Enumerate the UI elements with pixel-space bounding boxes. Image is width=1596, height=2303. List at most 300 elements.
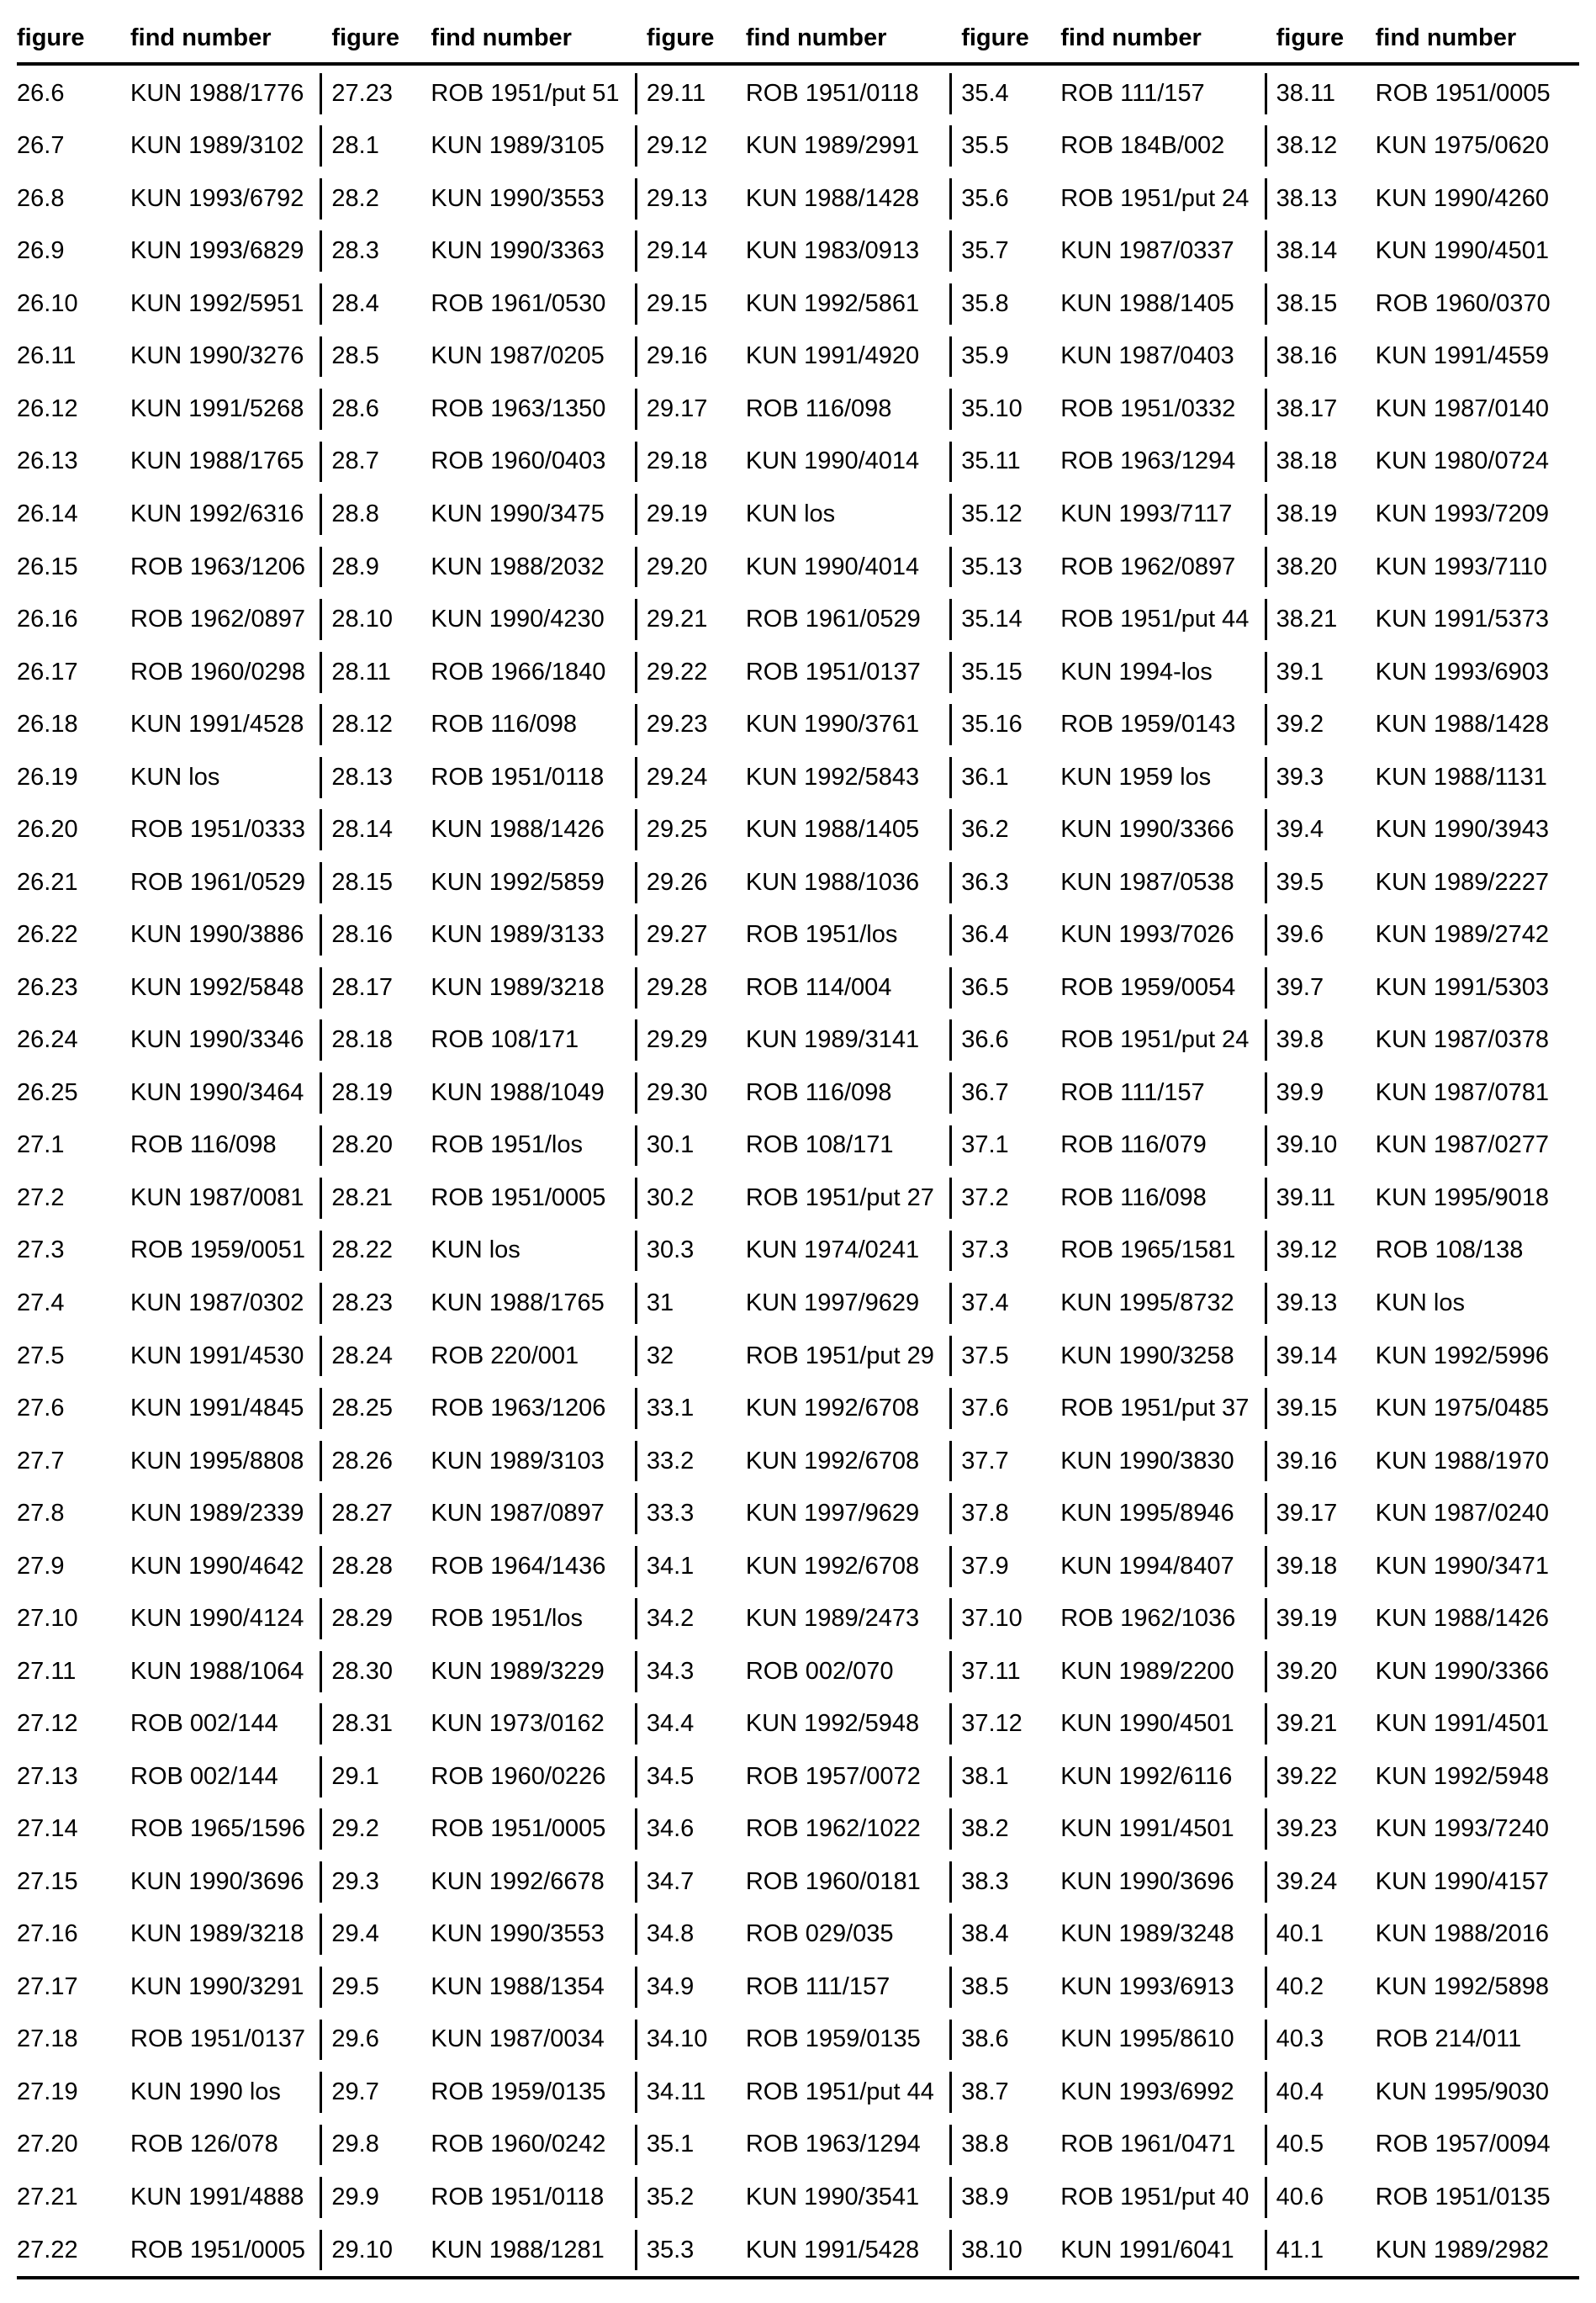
figure-cell: 40.6 [1276, 2184, 1324, 2211]
find-number-cell: KUN 1989/2200 [1060, 1657, 1234, 1685]
find-number-cell: ROB 1951/put 24 [1060, 184, 1250, 212]
figure-cell: 39.20 [1276, 1657, 1338, 1685]
figure-cell: 28.23 [331, 1289, 393, 1316]
table-row [647, 436, 949, 489]
find-number-cell: KUN 1992/5951 [130, 289, 304, 317]
table-row [17, 856, 320, 909]
find-number-cell: KUN 1973/0162 [431, 1710, 605, 1738]
table-row [961, 1120, 1264, 1173]
figure-cell: 35.13 [961, 553, 1023, 580]
figure-cell: 28.7 [331, 447, 379, 475]
find-number-cell: ROB 1951/0135 [1375, 2184, 1551, 2211]
table-row [1276, 1120, 1579, 1173]
find-number-cell: ROB 1951/put 27 [745, 1183, 934, 1211]
find-number-cell: KUN 1988/1281 [431, 2236, 605, 2263]
figure-cell: 27.7 [17, 1447, 65, 1474]
table-row [1276, 383, 1579, 436]
figure-cell: 37.8 [961, 1500, 1009, 1527]
table-row [961, 2119, 1264, 2172]
table-row [1276, 909, 1579, 962]
figure-cell: 28.11 [331, 658, 391, 686]
table-row [331, 225, 634, 278]
table-row [17, 1172, 320, 1225]
find-number-cell: ROB 1959/0135 [431, 2078, 606, 2105]
figure-cell: 38.12 [1276, 132, 1338, 160]
figure-cell: 29.21 [646, 606, 708, 633]
table-row [647, 67, 949, 120]
table-row [1276, 331, 1579, 384]
table-row [961, 1172, 1264, 1225]
table-row [17, 1540, 320, 1593]
find-number-cell: ROB 1951/0333 [130, 816, 305, 844]
find-number-cell: ROB 1951/0005 [431, 1815, 606, 1843]
find-number-cell: KUN 1990/4014 [745, 553, 920, 580]
find-number-cell: KUN 1995/8946 [1060, 1500, 1234, 1527]
table-row [17, 1645, 320, 1698]
find-number-cell: ROB 1959/0054 [1060, 973, 1236, 1001]
find-number-cell: KUN 1987/0781 [1375, 1078, 1549, 1106]
find-number-cell: KUN 1990/4014 [745, 447, 920, 475]
table-row [647, 541, 949, 594]
find-number-cell: KUN 1990/4501 [1375, 237, 1549, 265]
find-number-cell: KUN 1993/6992 [1060, 2078, 1234, 2105]
find-number-cell: ROB 1951/put 24 [1060, 1026, 1250, 1054]
table-row [17, 909, 320, 962]
table-row [647, 909, 949, 962]
table-row [961, 225, 1264, 278]
find-number-cell: KUN 1991/4559 [1375, 342, 1549, 370]
column-header-figure: figure [17, 24, 85, 51]
figure-cell: 38.8 [961, 2131, 1009, 2158]
find-number-cell: KUN 1990/4642 [130, 1552, 304, 1580]
table-row [647, 1277, 949, 1330]
figure-cell: 29.25 [646, 816, 708, 844]
figure-cell: 27.21 [17, 2184, 78, 2211]
table-row [1276, 2119, 1579, 2172]
figure-cell: 39.5 [1276, 868, 1324, 896]
figure-cell: 38.1 [961, 1762, 1009, 1790]
find-number-cell: KUN 1992/5948 [1375, 1762, 1549, 1790]
find-number-cell: KUN 1991/4501 [1060, 1815, 1234, 1843]
figure-cell: 35.4 [961, 79, 1009, 107]
table-row [17, 1277, 320, 1330]
table-row [1276, 1487, 1579, 1540]
table-row [647, 1961, 949, 2014]
figure-cell: 37.6 [961, 1395, 1009, 1422]
find-number-cell: ROB 1962/1036 [1060, 1605, 1236, 1633]
find-number-cell: ROB 1963/1206 [431, 1395, 606, 1422]
find-number-cell: KUN 1993/6792 [130, 184, 304, 212]
figure-cell: 27.16 [17, 1920, 78, 1948]
find-number-cell: KUN 1991/4528 [130, 711, 304, 739]
figure-cell: 27.8 [17, 1500, 65, 1527]
find-number-cell: KUN 1990/3696 [130, 1867, 304, 1895]
table-row [647, 1120, 949, 1173]
figure-cell: 34.4 [646, 1710, 695, 1738]
figure-cell: 35.8 [961, 289, 1009, 317]
find-number-cell: KUN 1994-los [1060, 658, 1213, 686]
figure-cell: 29.5 [331, 1972, 379, 2000]
figure-cell: 39.23 [1276, 1815, 1338, 1843]
table-column-1 [17, 67, 320, 2276]
table-row [1276, 225, 1579, 278]
table-row [1276, 1592, 1579, 1645]
figure-cell: 27.23 [331, 79, 393, 107]
figure-cell: 37.3 [961, 1236, 1009, 1264]
figure-cell: 38.14 [1276, 237, 1338, 265]
table-row [331, 488, 634, 541]
find-number-cell: KUN 1993/7209 [1375, 500, 1549, 528]
table-row [17, 225, 320, 278]
find-number-cell: KUN 1988/1428 [745, 184, 920, 212]
find-number-cell: ROB 116/098 [745, 394, 892, 422]
figure-cell: 28.13 [331, 763, 393, 791]
table-row [647, 803, 949, 856]
figure-cell: 27.5 [17, 1342, 65, 1369]
table-row [331, 803, 634, 856]
figure-cell: 36.3 [961, 868, 1009, 896]
table-row [961, 1909, 1264, 1962]
figure-cell: 34.8 [646, 1920, 695, 1948]
table-row [331, 698, 634, 751]
table-row [961, 2014, 1264, 2067]
figure-cell: 39.1 [1276, 658, 1324, 686]
find-number-cell: ROB 1960/0242 [431, 2131, 606, 2158]
find-number-cell: KUN 1990/3363 [431, 237, 605, 265]
table-row [647, 1909, 949, 1962]
figure-cell: 39.3 [1276, 763, 1324, 791]
find-number-cell: ROB 116/098 [431, 711, 577, 739]
table-row [17, 698, 320, 751]
figure-cell: 33.1 [646, 1395, 695, 1422]
table-row [331, 1961, 634, 2014]
table-row [17, 646, 320, 699]
figure-cell: 29.28 [646, 973, 708, 1001]
table-row [17, 383, 320, 436]
table-row [961, 856, 1264, 909]
table-row [1276, 751, 1579, 804]
table-row [331, 909, 634, 962]
table-row [961, 1750, 1264, 1803]
table-row [1276, 436, 1579, 489]
find-number-cell: KUN 1988/1776 [130, 79, 304, 107]
find-number-cell: ROB 184B/002 [1060, 132, 1225, 160]
figure-cell: 29.13 [646, 184, 708, 212]
figure-cell: 26.17 [17, 658, 78, 686]
figure-cell: 26.15 [17, 553, 78, 580]
figure-cell: 37.11 [961, 1657, 1021, 1685]
table-column-2 [320, 67, 634, 2276]
table-row [331, 1856, 634, 1909]
table-row [1276, 646, 1579, 699]
table-row [647, 225, 949, 278]
figure-cell: 29.29 [646, 1026, 708, 1054]
table-column-4 [949, 67, 1264, 2276]
table-row [647, 1225, 949, 1278]
table-row [961, 1592, 1264, 1645]
table-row [1276, 1750, 1579, 1803]
find-number-cell: KUN 1993/6829 [130, 237, 304, 265]
find-number-cell: KUN 1993/7026 [1060, 921, 1234, 949]
table-row [1276, 1014, 1579, 1067]
table-row [331, 1645, 634, 1698]
figure-cell: 29.18 [646, 447, 708, 475]
table-row [647, 1750, 949, 1803]
figure-cell: 28.2 [331, 184, 379, 212]
table-row [1276, 1277, 1579, 1330]
find-number-cell: ROB 1959/0051 [130, 1236, 305, 1264]
find-number-cell: KUN 1974/0241 [745, 1236, 920, 1264]
find-number-cell: KUN los [130, 763, 220, 791]
find-number-cell: ROB 1963/1294 [745, 2131, 921, 2158]
table-row [331, 541, 634, 594]
find-number-cell: KUN 1988/1036 [745, 868, 920, 896]
figure-cell: 27.20 [17, 2131, 78, 2158]
table-header [17, 19, 1579, 57]
figure-cell: 28.25 [331, 1395, 393, 1422]
figure-cell: 35.16 [961, 711, 1023, 739]
table-row [17, 1330, 320, 1383]
find-number-cell: ROB 1961/0529 [130, 868, 305, 896]
find-number-cell: KUN 1987/0081 [130, 1183, 304, 1211]
figure-cell: 27.22 [17, 2236, 78, 2263]
figure-cell: 38.19 [1276, 500, 1338, 528]
table-row [331, 2119, 634, 2172]
table-row [1276, 2224, 1579, 2277]
table-row [647, 120, 949, 173]
table-row [647, 172, 949, 225]
figure-cell: 27.2 [17, 1183, 65, 1211]
find-number-cell: KUN 1990/3464 [130, 1078, 304, 1106]
table-row [961, 1961, 1264, 2014]
find-number-cell: KUN 1997/9629 [745, 1500, 920, 1527]
find-number-cell: ROB 1951/put 40 [1060, 2184, 1250, 2211]
find-number-cell: ROB 111/157 [1060, 1078, 1205, 1106]
find-number-cell: ROB 1960/0370 [1375, 289, 1551, 317]
table-row [17, 2224, 320, 2277]
find-number-cell: ROB 108/171 [431, 1026, 579, 1054]
figure-cell: 29.14 [646, 237, 708, 265]
figure-cell: 37.2 [961, 1183, 1009, 1211]
find-number-cell: ROB 1951/los [745, 921, 898, 949]
table-row [1276, 1435, 1579, 1488]
figure-cell: 29.8 [331, 2131, 379, 2158]
table-row [331, 1697, 634, 1750]
table-column-5 [1265, 67, 1579, 2276]
column-header-find-number: find number [1375, 24, 1517, 51]
header-group-5 [1265, 24, 1579, 52]
table-row [331, 1803, 634, 1856]
bottom-rule [17, 2276, 1579, 2279]
find-number-cell: ROB 1966/1840 [431, 658, 606, 686]
figure-cell: 38.16 [1276, 342, 1338, 370]
table-row [17, 961, 320, 1014]
find-number-cell: KUN 1990/3553 [431, 1920, 605, 1948]
find-number-cell: KUN 1991/6041 [1060, 2236, 1234, 2263]
column-header-find-number: find number [130, 24, 272, 51]
table-row [961, 1277, 1264, 1330]
find-number-cell: KUN 1990/4157 [1375, 1867, 1549, 1895]
table-row [331, 646, 634, 699]
table-row [961, 488, 1264, 541]
find-number-cell: KUN 1991/5428 [745, 2236, 920, 2263]
figure-cell: 26.10 [17, 289, 78, 317]
table-row [17, 1961, 320, 2014]
find-number-cell: KUN 1993/6903 [1375, 658, 1549, 686]
find-number-cell: KUN 1991/5303 [1375, 973, 1549, 1001]
figure-cell: 38.15 [1276, 289, 1338, 317]
find-number-cell: KUN 1990/3475 [431, 500, 605, 528]
table-row [1276, 541, 1579, 594]
figure-cell: 36.4 [961, 921, 1009, 949]
table-row [961, 2066, 1264, 2119]
figure-cell: 28.24 [331, 1342, 393, 1369]
table-row [331, 2014, 634, 2067]
figure-cell: 27.14 [17, 1815, 78, 1843]
figure-cell: 29.15 [646, 289, 708, 317]
find-number-cell: KUN 1991/4920 [745, 342, 920, 370]
table-row [961, 278, 1264, 331]
figure-cell: 39.15 [1276, 1395, 1338, 1422]
figure-cell: 28.26 [331, 1447, 393, 1474]
table-row [1276, 67, 1579, 120]
figure-cell: 36.7 [961, 1078, 1009, 1106]
find-number-cell: KUN 1987/0538 [1060, 868, 1234, 896]
figure-cell: 27.18 [17, 2025, 78, 2053]
find-number-cell: ROB 1960/0181 [745, 1867, 921, 1895]
column-header-figure: figure [646, 24, 715, 51]
find-number-cell: ROB 1961/0471 [1060, 2131, 1236, 2158]
figure-cell: 36.2 [961, 816, 1009, 844]
figure-cell: 37.7 [961, 1447, 1009, 1474]
find-number-cell: ROB 108/138 [1375, 1236, 1524, 1264]
table-row [647, 1382, 949, 1435]
figure-cell: 38.4 [961, 1920, 1009, 1948]
find-number-cell: KUN 1990/3761 [745, 711, 920, 739]
figure-cell: 26.7 [17, 132, 65, 160]
figure-cell: 40.3 [1276, 2025, 1324, 2053]
figure-cell: 28.19 [331, 1078, 393, 1106]
figure-cell: 26.6 [17, 79, 65, 107]
find-number-cell: KUN 1987/0302 [130, 1289, 304, 1316]
figure-cell: 30.3 [646, 1236, 695, 1264]
table-row [961, 803, 1264, 856]
header-group-3 [635, 24, 949, 52]
table-row [961, 1435, 1264, 1488]
find-number-cell: KUN 1991/5373 [1375, 606, 1549, 633]
figure-cell: 26.21 [17, 868, 78, 896]
find-number-cell: KUN 1988/1426 [1375, 1605, 1549, 1633]
find-number-cell: KUN 1988/1765 [130, 447, 304, 475]
table-row [1276, 1645, 1579, 1698]
table-row [647, 1172, 949, 1225]
figure-cell: 26.18 [17, 711, 78, 739]
table-row [331, 1330, 634, 1383]
figure-cell: 28.29 [331, 1605, 393, 1633]
figure-cell: 37.10 [961, 1605, 1023, 1633]
table-row [1276, 1961, 1579, 2014]
column-header-find-number: find number [1060, 24, 1202, 51]
find-number-cell: ROB 002/144 [130, 1710, 278, 1738]
find-number-cell: ROB 1951/0005 [130, 2236, 305, 2263]
column-header-figure: figure [961, 24, 1029, 51]
figure-cell: 27.17 [17, 1972, 78, 2000]
table-row [17, 331, 320, 384]
figure-cell: 28.12 [331, 711, 393, 739]
table-row [647, 1856, 949, 1909]
find-number-cell: KUN 1990/3346 [130, 1026, 304, 1054]
header-group-4 [949, 24, 1264, 52]
table-row [1276, 856, 1579, 909]
find-number-cell: KUN 1988/1131 [1375, 763, 1547, 791]
figure-cell: 36.6 [961, 1026, 1009, 1054]
find-number-cell: ROB 029/035 [745, 1920, 894, 1948]
figure-cell: 29.4 [331, 1920, 379, 1948]
find-number-cell: ROB 1960/0298 [130, 658, 305, 686]
figure-cell: 29.17 [646, 394, 708, 422]
table-row [331, 1172, 634, 1225]
find-number-cell: ROB 108/171 [745, 1131, 894, 1159]
find-number-cell: ROB 220/001 [431, 1342, 579, 1369]
find-number-cell: KUN 1990/4501 [1060, 1710, 1234, 1738]
table-row [17, 1909, 320, 1962]
figure-cell: 37.1 [961, 1131, 1009, 1159]
find-number-cell: KUN 1994/8407 [1060, 1552, 1234, 1580]
table-row [331, 331, 634, 384]
find-number-cell: KUN 1990/3830 [1060, 1447, 1234, 1474]
figure-cell: 34.5 [646, 1762, 695, 1790]
table-row [331, 67, 634, 120]
find-number-cell: KUN los [1375, 1289, 1465, 1316]
figure-cell: 38.7 [961, 2078, 1009, 2105]
find-number-cell: KUN 1993/7110 [1375, 553, 1547, 580]
find-number-cell: ROB 116/098 [1060, 1183, 1207, 1211]
figure-cell: 35.1 [646, 2131, 695, 2158]
figure-cell: 26.11 [17, 342, 77, 370]
table-row [1276, 2171, 1579, 2224]
table-row [17, 1697, 320, 1750]
table-row [1276, 1330, 1579, 1383]
table-row [647, 278, 949, 331]
table-row [647, 1435, 949, 1488]
figure-cell: 26.24 [17, 1026, 78, 1054]
figure-cell: 39.6 [1276, 921, 1324, 949]
table-row [961, 751, 1264, 804]
find-number-cell: KUN 1988/1405 [1060, 289, 1234, 317]
figure-cell: 26.23 [17, 973, 78, 1001]
figure-cell: 29.27 [646, 921, 708, 949]
find-number-cell: KUN 1989/3218 [431, 973, 605, 1001]
find-number-cell: KUN 1988/1354 [431, 1972, 605, 2000]
figure-cell: 26.13 [17, 447, 78, 475]
find-number-cell: ROB 002/144 [130, 1762, 278, 1790]
figure-cell: 27.12 [17, 1710, 78, 1738]
figure-cell: 29.12 [646, 132, 708, 160]
figure-cell: 35.11 [961, 447, 1021, 475]
find-number-cell: ROB 1951/0118 [745, 79, 919, 107]
table-row [17, 803, 320, 856]
figure-cell: 29.10 [331, 2236, 393, 2263]
find-number-cell: KUN 1990/3886 [130, 921, 304, 949]
find-number-cell: KUN 1975/0485 [1375, 1395, 1549, 1422]
table-row [961, 961, 1264, 1014]
table-row [17, 1225, 320, 1278]
find-number-cell: KUN 1989/3103 [431, 1447, 605, 1474]
table-row [17, 2171, 320, 2224]
table-column-3 [635, 67, 949, 2276]
figure-cell: 28.8 [331, 500, 379, 528]
figure-cell: 28.30 [331, 1657, 393, 1685]
